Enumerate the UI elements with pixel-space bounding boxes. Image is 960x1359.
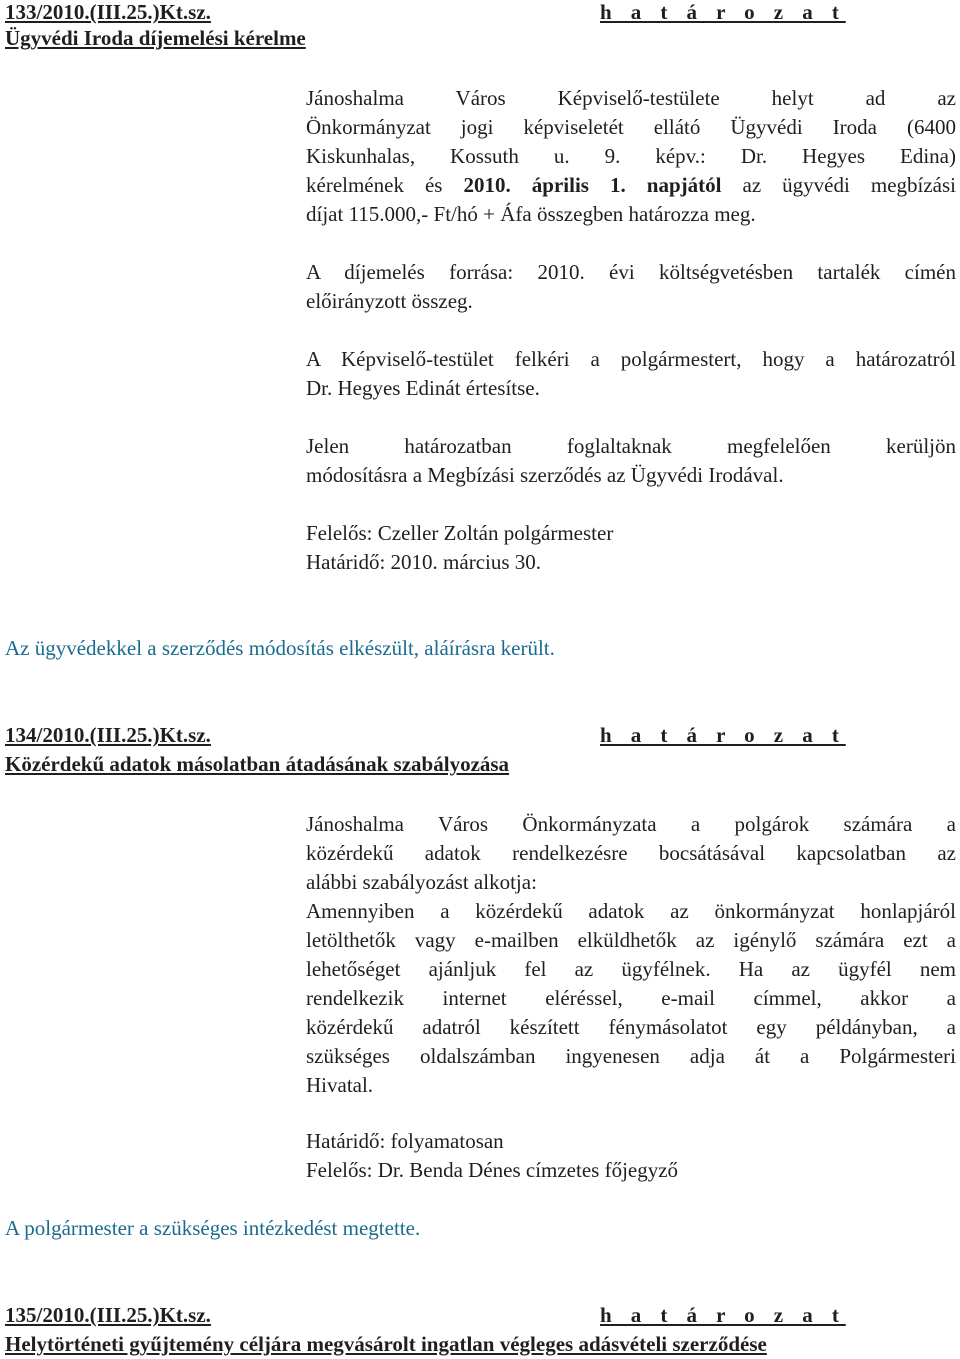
implementation-report: A polgármester a szükséges intézkedést megtette.	[5, 1216, 421, 1240]
implementation-report: Az ügyvédekkel a szerződés módosítás elkészült, aláírásra került.	[5, 636, 555, 660]
body-line: Jelen határozatban foglaltaknak megfelelően kerüljön	[306, 434, 956, 458]
body-line: Amennyiben a közérdekű adatok az önkormányzat honlapjáról	[306, 899, 956, 923]
resolution-title: Közérdekű adatok másolatban átadásának szabályozása	[5, 752, 510, 776]
resolution-title: Ügyvédi Iroda díjemelési kérelme	[5, 26, 306, 50]
deadline: Határidő: 2010. március 30.	[306, 550, 542, 574]
body-line: alábbi szabályozást alkotja:	[306, 870, 537, 894]
body-line: Dr. Hegyes Edinát értesítse.	[306, 376, 540, 400]
body-line: Hivatal.	[306, 1073, 374, 1097]
body-line: rendelkezik internet eléréssel, e-mail címmel, akkor a	[306, 986, 956, 1010]
body-line: Kiskunhalas, Kossuth u. 9. képv.: Dr. Hegyes Edina)	[306, 144, 956, 168]
deadline: Határidő: folyamatosan	[306, 1129, 504, 1153]
body-line: Jánoshalma Város Önkormányzata a polgárok számára a	[306, 812, 956, 836]
responsible-person: Felelős: Czeller Zoltán polgármester	[306, 521, 614, 545]
body-line: közérdekű adatról készített fénymásolatot egy példányban, a	[306, 1015, 956, 1039]
body-line: lehetőséget ajánljuk fel az ügyfélnek. Ha az ügyfél nem	[306, 957, 956, 981]
body-line: szükséges oldalszámban ingyenesen adja át a Polgármesteri	[306, 1044, 956, 1068]
responsibility-block	[306, 519, 956, 577]
body-text: kérelmének és	[306, 173, 464, 197]
body-line: Önkormányzat jogi képviseletét ellátó Ügyvédi Iroda (6400	[306, 115, 956, 139]
effective-date: 2010. április 1. napjától	[463, 173, 722, 197]
resolution-number: 135/2010.(III.25.)Kt.sz.	[5, 1303, 211, 1327]
contract-paragraph	[306, 432, 956, 490]
body-line: előirányzott összeg.	[306, 289, 473, 313]
body-line: közérdekű adatok rendelkezésre bocsátásával kapcsolatban az	[306, 841, 956, 865]
resolution-title: Helytörténeti gyűjtemény céljára megvásárolt ingatlan végleges adásvételi szerződése	[5, 1332, 767, 1356]
body-line: letölthetők vagy e-mailben elküldhetők az igénylő számára ezt a	[306, 928, 956, 952]
resolution-number: 134/2010.(III.25.)Kt.sz.	[5, 723, 211, 747]
resolution-body	[306, 84, 956, 229]
resolution-label: h a t á r o z a t	[600, 1303, 846, 1327]
funding-paragraph	[306, 258, 956, 316]
body-line: díjat 115.000,- Ft/hó + Áfa összegben határozza meg.	[306, 202, 756, 226]
body-line: A Képviselő-testület felkéri a polgármestert, hogy a határozatról	[306, 347, 956, 371]
responsibility-block	[306, 1127, 956, 1185]
resolution-label: h a t á r o z a t	[600, 0, 846, 24]
body-line	[306, 171, 956, 200]
body-line: Jánoshalma Város Képviselő-testülete helyt ad az	[306, 86, 956, 110]
body-line: módosításra a Megbízási szerződés az Ügyvédi Irodával.	[306, 463, 784, 487]
resolution-label: h a t á r o z a t	[600, 723, 846, 747]
notify-paragraph	[306, 345, 956, 403]
resolution-body	[306, 810, 956, 1100]
resolution-number: 133/2010.(III.25.)Kt.sz.	[5, 0, 211, 24]
responsible-person: Felelős: Dr. Benda Dénes címzetes főjegyző	[306, 1158, 679, 1182]
body-text: az ügyvédi megbízási	[721, 173, 956, 197]
body-line: A díjemelés forrása: 2010. évi költségvetésben tartalék címén	[306, 260, 956, 284]
